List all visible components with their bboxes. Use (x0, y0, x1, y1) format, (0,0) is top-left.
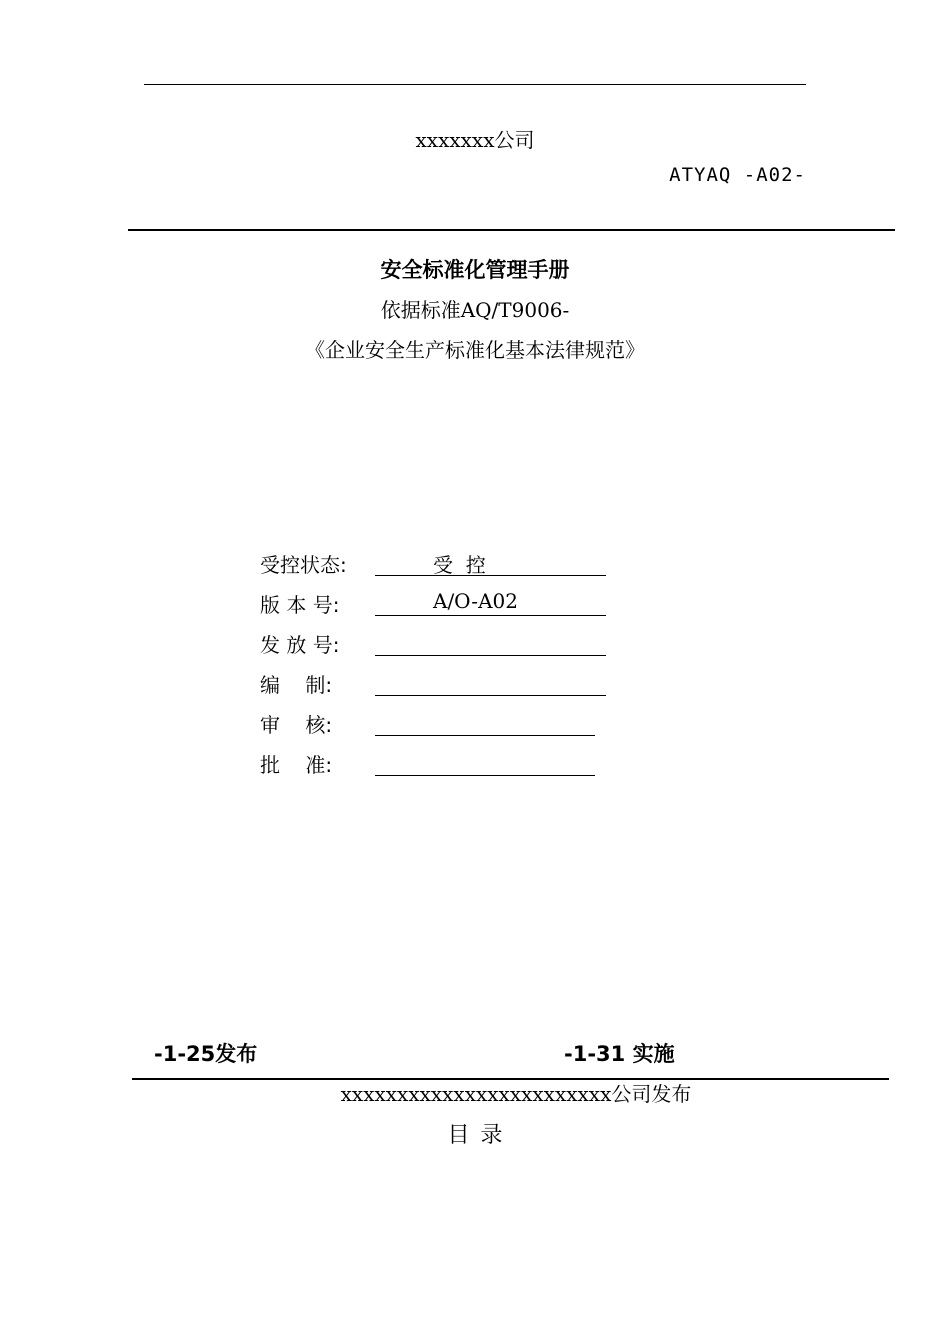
field-underline (375, 749, 595, 776)
field-label: 编 制: (260, 673, 333, 697)
top-rule-thin (144, 84, 806, 85)
field-label: 版 本 号: (260, 593, 340, 617)
field-underline (375, 549, 606, 576)
field-label: 批 准: (260, 753, 333, 777)
company-name: xxxxxxx公司 (415, 128, 535, 152)
manual-title: 安全标准化管理手册 (380, 258, 570, 282)
toc-heading: 目 录 (447, 1123, 505, 1148)
field-underline (375, 589, 606, 616)
field-value: A/O-A02 (433, 589, 518, 613)
implement-date: -1-31 实施 (564, 1042, 675, 1066)
standard-basis: 依据标准AQ/T9006- (380, 298, 570, 322)
field-label: 发 放 号: (260, 633, 340, 657)
field-underline (375, 629, 606, 656)
standard-name: 《企业安全生产标准化基本法律规范》 (305, 338, 645, 362)
field-label: 受控状态: (260, 553, 347, 577)
issuer: xxxxxxxxxxxxxxxxxxxxxxxx公司发布 (340, 1082, 692, 1106)
document-number: ATYAQ -A02- (669, 164, 806, 186)
field-underline (375, 669, 606, 696)
field-label: 审 核: (260, 713, 333, 737)
top-rule-thick (128, 229, 895, 231)
field-underline (375, 709, 595, 736)
field-value: 受 控 (433, 553, 486, 577)
publish-date: -1-25发布 (154, 1042, 258, 1066)
